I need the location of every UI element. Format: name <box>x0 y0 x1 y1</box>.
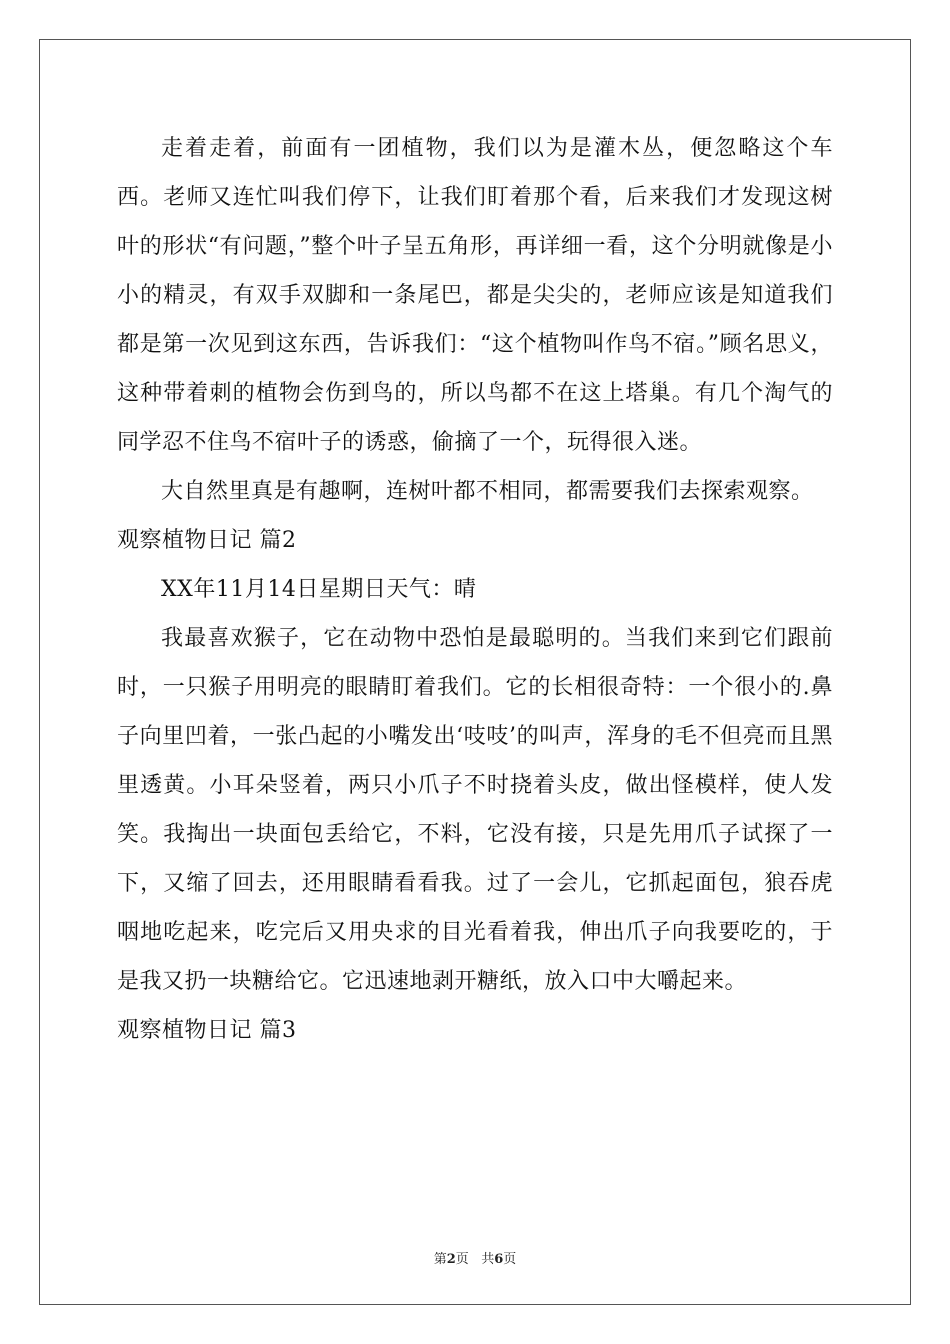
paragraph-1: 走着走着，前面有一团植物，我们以为是灌木丛，便忽略这个车西。老师又连忙叫我们停下，让我们盯着那个看，后来我们才发现这树叶的形状“有问题，”整个叶子呈五角形，再详细一看，这个分明就像是小小的精灵，有双手双脚和一条尾巴，都是尖尖的，老师应该是知道我们都是第一次见到这东西，告诉我们：“这个植物叫作鸟不宿。”顾名思义，这种带着刺的植物会伤到鸟的，所以鸟都不在这上塔巢。有几个淘气的同学忍不住鸟不宿叶子的诱惑，偷摘了一个，玩得很入迷。 <box>117 136 833 455</box>
footer-page-current: 2 <box>446 1252 456 1267</box>
footer-page-total: 6 <box>494 1252 504 1267</box>
document-body <box>117 124 833 1055</box>
footer-prefix: 第 <box>433 1252 447 1267</box>
footer-mid: 页 共 <box>455 1252 495 1267</box>
footer-suffix: 页 <box>503 1252 517 1267</box>
page-footer <box>0 1248 950 1267</box>
paragraph-3: 我最喜欢猴子，它在动物中恐怕是最聪明的。当我们来到它们跟前时，一只猴子用明亮的眼睛盯着我们。它的长相很奇特：一个很小的.鼻子向里凹着，一张凸起的小嘴发出‘吱吱’的叫声，浑身的毛不但亮而且黑里透黄。小耳朵竖着，两只小爪子不时挠着头皮，做出怪模样，使人发笑。我掏出一块面包丢给它，不料，它没有接，只是先用爪子试探了一下，又缩了回去，还用眼睛看看我。过了一会儿，它抓起面包，狼吞虎咽地吃起来，吃完后又用央求的目光看着我，伸出爪子向我要吃的，于是我又扔一块糖给它。它迅速地剥开糖纸，放入口中大嚼起来。 <box>117 626 833 994</box>
diary-date-line: XX年11月14日星期日天气：晴 <box>161 577 477 602</box>
paragraph-2: 大自然里真是有趣啊，连树叶都不相同，都需要我们去探索观察。 <box>161 479 814 504</box>
section-heading-2: 观察植物日记 篇2 <box>117 528 297 553</box>
section-heading-3: 观察植物日记 篇3 <box>117 1018 297 1043</box>
